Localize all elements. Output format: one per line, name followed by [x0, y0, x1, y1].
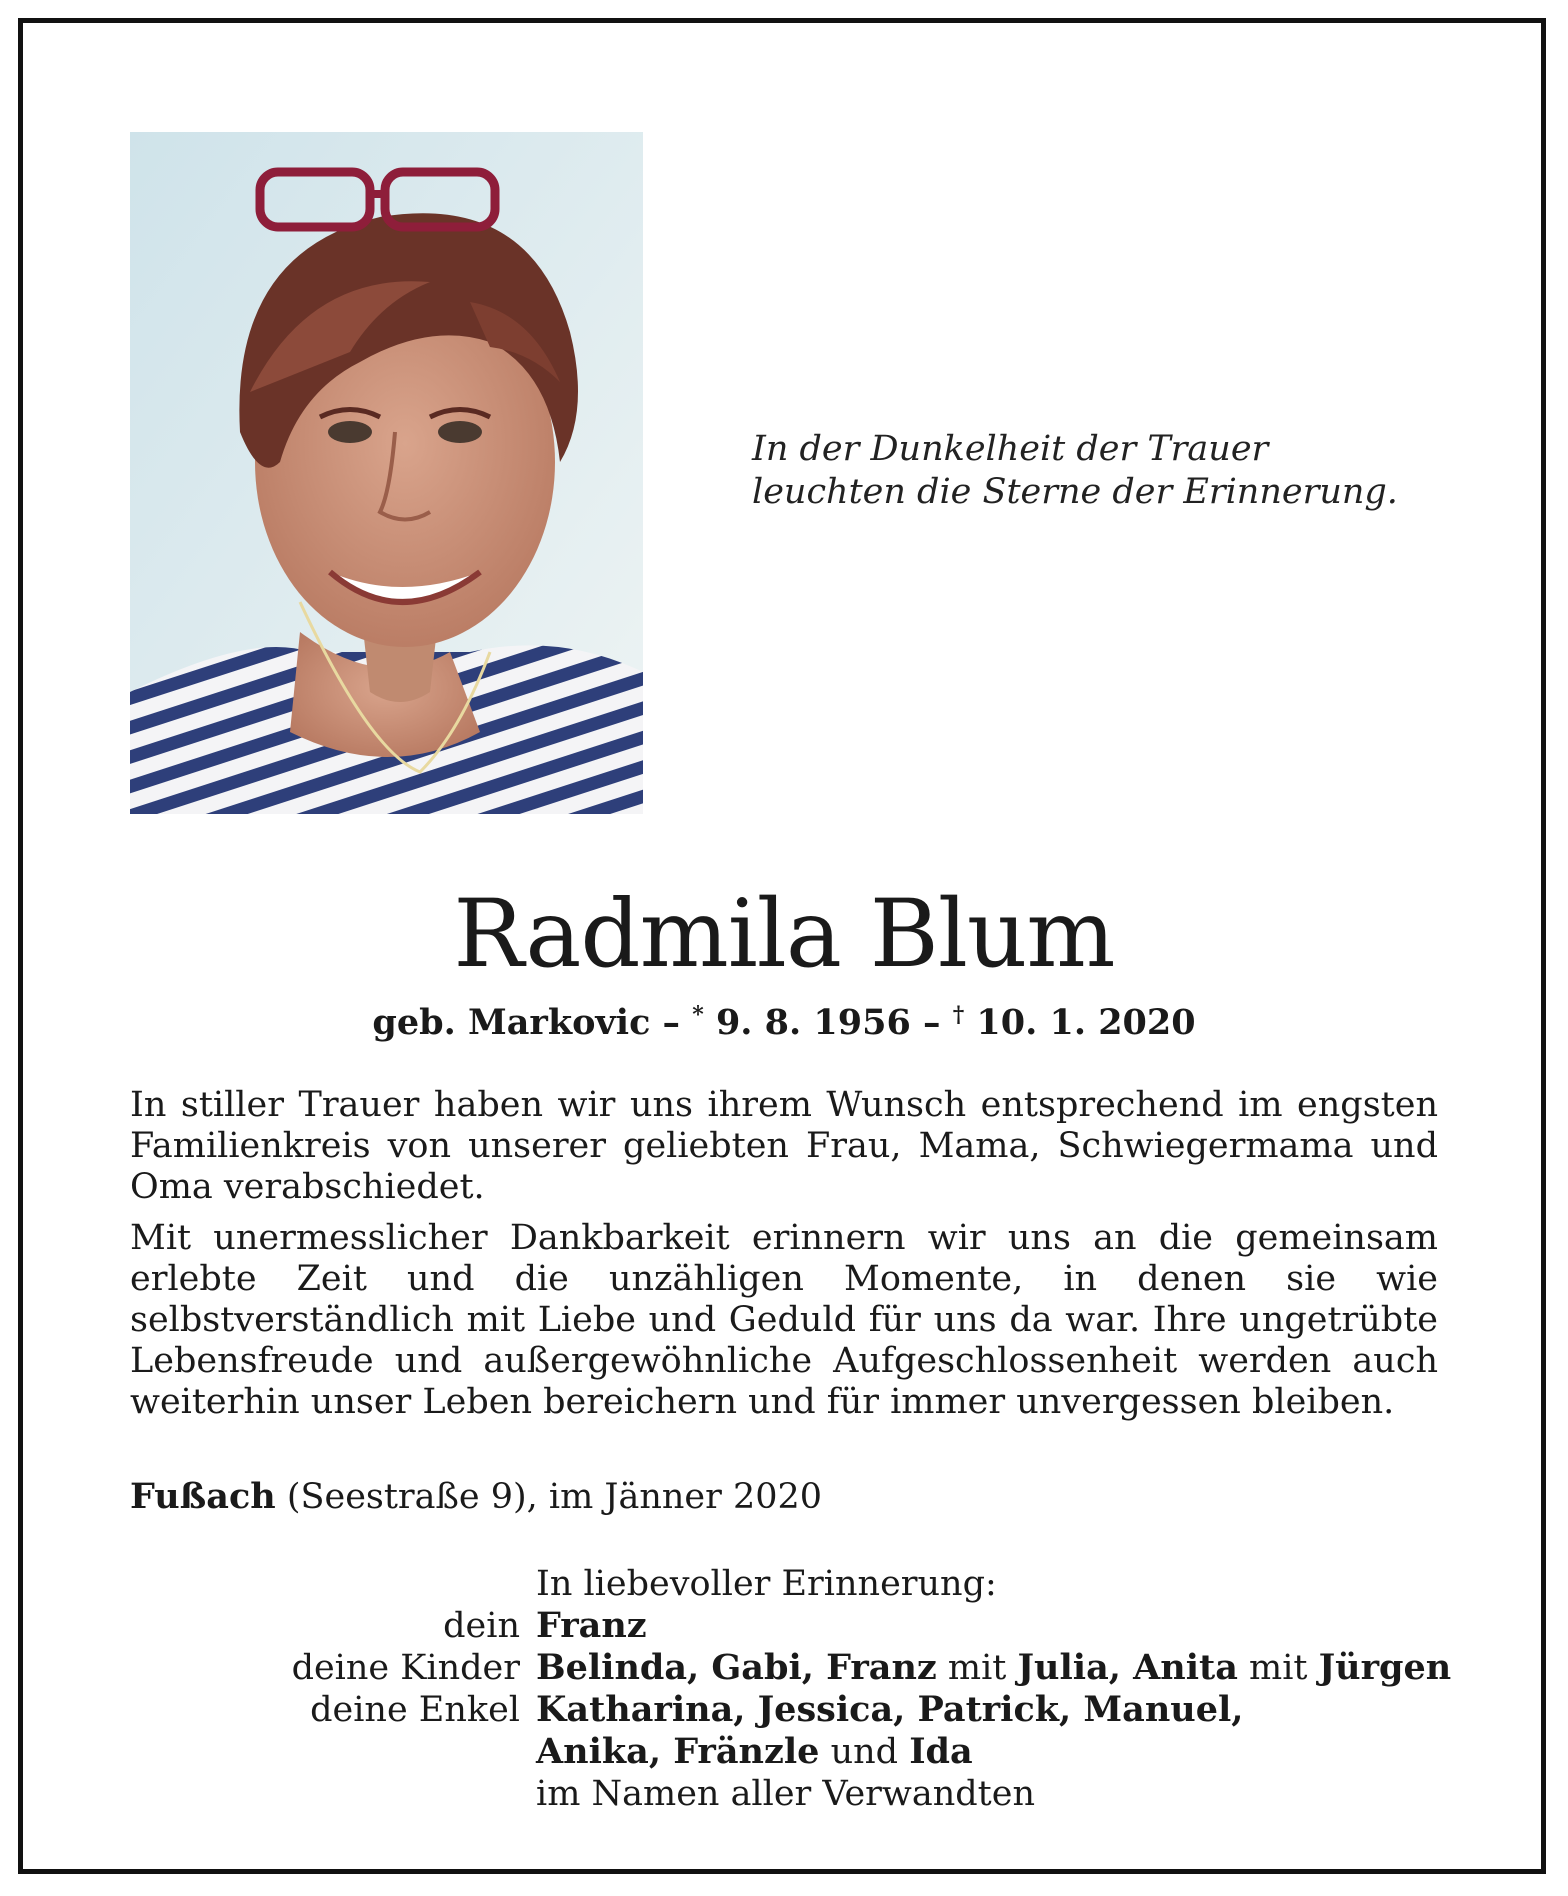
death-date: 10. 1. 2020 — [976, 1002, 1196, 1043]
children-label: deine Kinder — [291, 1648, 520, 1688]
deceased-name: Radmila Blum — [453, 880, 1115, 989]
husband-name: Franz — [536, 1605, 647, 1646]
motto-line-1: In der Dunkelheit der Trauer — [752, 429, 1269, 469]
motto — [752, 428, 1398, 514]
town: Fußach — [130, 1476, 276, 1517]
maiden-name: geb. Markovic — [372, 1002, 651, 1043]
paragraph-1: In stiller Trauer haben wir uns ihrem Wunsch entsprechend im engsten Familienkreis von unserer geliebten Frau, Mama, Schwiegermama und Oma verabschiedet. — [130, 1085, 1438, 1207]
husband-label: dein — [443, 1606, 520, 1646]
signature-closing: im Namen aller Verwandten — [536, 1774, 1035, 1814]
place-date — [130, 1476, 822, 1517]
announcement-text — [130, 1085, 1438, 1433]
grandchildren-line-2: Anika, Fränzle und Ida — [536, 1731, 973, 1772]
death-symbol: † — [952, 1002, 965, 1028]
grandchildren-label: deine Enkel — [310, 1690, 520, 1730]
address-date: (Seestraße 9), im Jänner 2020 — [275, 1477, 823, 1517]
signature-intro: In liebevoller Erinnerung: — [536, 1564, 997, 1604]
portrait-photo — [130, 132, 643, 814]
life-dates: geb. Markovic – * 9. 8. 1956 – † 10. 1. 2020 — [372, 1002, 1196, 1043]
signature-block — [0, 1563, 1568, 1815]
grandchildren-line-1: Katharina, Jessica, Patrick, Manuel, — [536, 1689, 1244, 1730]
motto-line-2: leuchten die Sterne der Erinnerung. — [752, 472, 1398, 512]
birth-symbol: * — [692, 1002, 704, 1028]
birth-date: 9. 8. 1956 — [715, 1002, 911, 1043]
paragraph-2: Mit unermesslicher Dankbarkeit erinnern wir uns an die gemeinsam erlebte Zeit und die unzähligen Momente, in denen sie wie selbstverständlich mit Liebe und Geduld für uns da war. Ihre ungetrübte Lebensfreude und außergewöhnliche Aufgeschlossenheit werden auch weiterhin unser Leben bereichern und für immer unvergessen bleiben. — [130, 1218, 1438, 1422]
children-names: Belinda, Gabi, Franz mit Julia, Anita mit Jürgen — [536, 1647, 1452, 1688]
